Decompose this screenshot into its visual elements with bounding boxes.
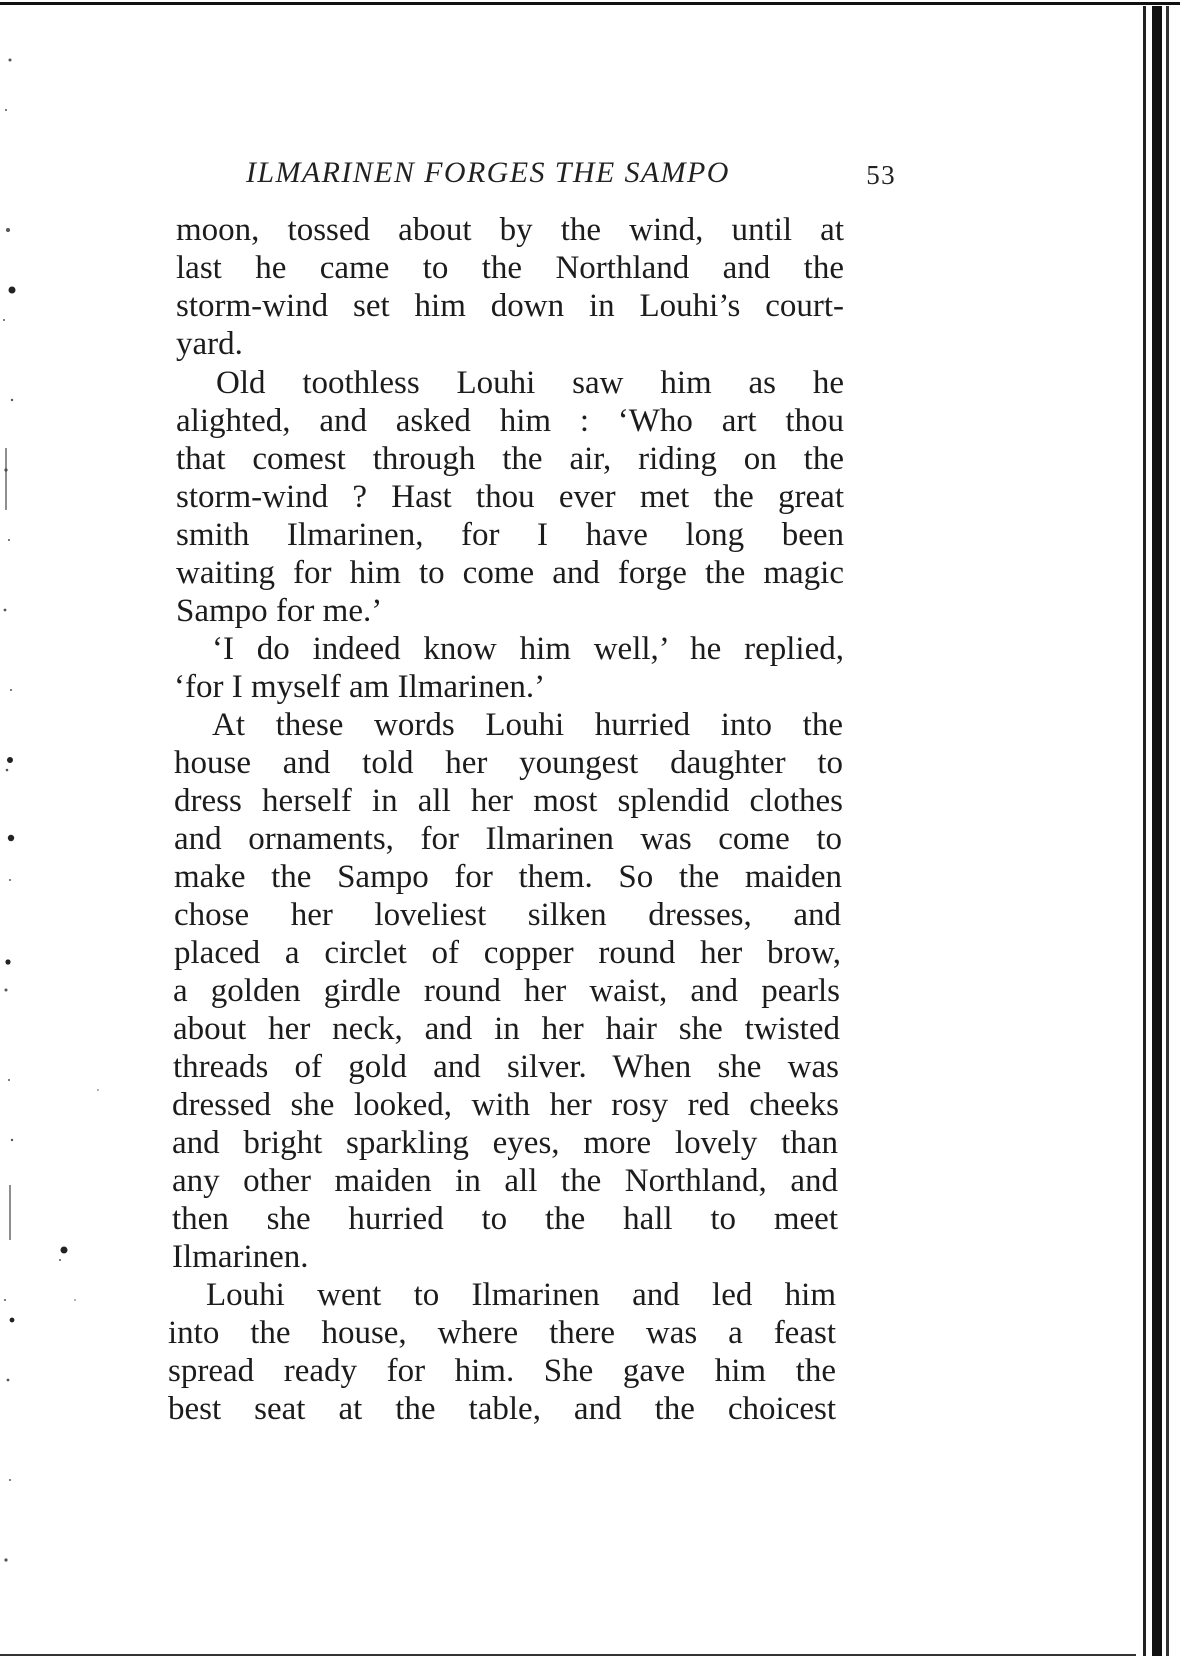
text-line: smith Ilmarinen, for I have long been [176, 517, 844, 553]
text-line: any other maiden in all the Northland, and [172, 1163, 838, 1199]
page-edge-line [1166, 6, 1169, 1656]
text-line: alighted, and asked him : ‘Who art thou [176, 403, 844, 439]
scan-speckles [0, 0, 110, 1660]
text-line: and bright sparkling eyes, more lovely than [172, 1125, 838, 1161]
text-line: Old toothless Louhi saw him as he [216, 365, 844, 401]
text-line: At these words Louhi hurried into the [212, 707, 843, 743]
text-line: Louhi went to Ilmarinen and led him [206, 1277, 836, 1313]
text-line: moon, tossed about by the wind, until at [176, 212, 844, 248]
text-line: best seat at the table, and the choicest [168, 1391, 836, 1427]
text-line: make the Sampo for them. So the maiden [174, 859, 842, 895]
page-number: 53 [866, 160, 896, 190]
text-line: dress herself in all her most splendid clothes [174, 783, 843, 819]
text-line: Ilmarinen. [172, 1239, 309, 1275]
text-line: a golden girdle round her waist, and pearls [173, 973, 840, 1009]
text-line: ‘for I myself am Ilmarinen.’ [174, 669, 546, 705]
text-line: spread ready for him. She gave him the [168, 1353, 836, 1389]
text-line: waiting for him to come and forge the magic [176, 555, 844, 591]
text-line: threads of gold and silver. When she was [173, 1049, 839, 1085]
text-line: house and told her youngest daughter to [174, 745, 843, 781]
bottom-border-rule [0, 1654, 1136, 1656]
text-line: storm-wind ? Hast thou ever met the great [176, 479, 844, 515]
text-line: storm-wind set him down in Louhi’s court- [176, 288, 844, 324]
text-line: into the house, where there was a feast [168, 1315, 836, 1351]
text-line: dressed she looked, with her rosy red cheeks [172, 1087, 839, 1123]
page-edge-binding [1152, 6, 1162, 1656]
text-line: ‘I do indeed know him well,’ he replied, [212, 631, 844, 667]
running-title: ILMARINEN FORGES THE SAMPO [246, 156, 730, 189]
text-line: chose her loveliest silken dresses, and [174, 897, 841, 933]
text-line: placed a circlet of copper round her brow, [174, 935, 841, 971]
text-line: and ornaments, for Ilmarinen was come to [174, 821, 842, 857]
text-line: yard. [176, 326, 243, 362]
running-header [246, 156, 896, 196]
text-line: then she hurried to the hall to meet [172, 1201, 838, 1237]
text-line: Sampo for me.’ [176, 593, 383, 629]
text-line: about her neck, and in her hair she twisted [173, 1011, 840, 1047]
text-line: last he came to the Northland and the [176, 250, 844, 286]
top-border-rule [0, 2, 1180, 5]
page-edge-line [1143, 6, 1146, 1656]
text-line: that comest through the air, riding on the [176, 441, 844, 477]
